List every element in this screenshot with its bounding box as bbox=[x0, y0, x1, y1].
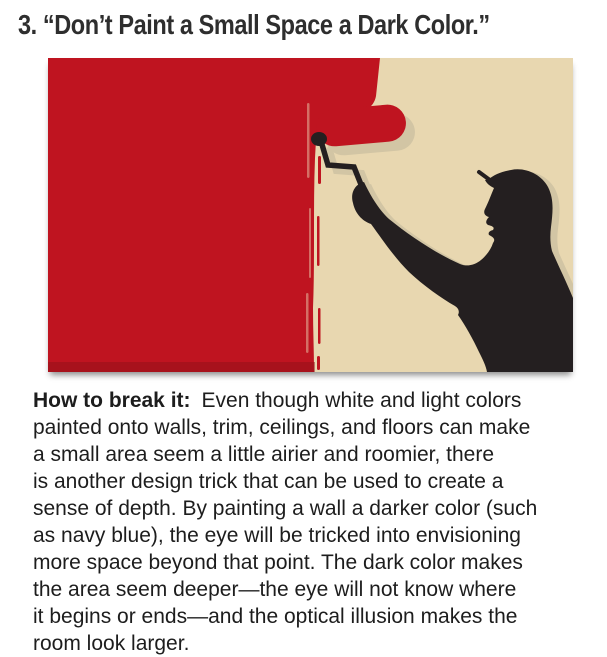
body-line: is another design trick that can be used to create a bbox=[33, 470, 504, 493]
body-line-text: Even though white and light colors bbox=[201, 389, 522, 412]
body-line: room look larger. bbox=[33, 632, 190, 655]
body-paragraph bbox=[33, 387, 593, 657]
body-line: more space beyond that point. The dark color makes bbox=[33, 551, 523, 574]
body-line: it begins or ends—and the optical illusion makes the bbox=[33, 605, 518, 628]
body-line: a small area seem a little airier and roomier, there bbox=[33, 443, 495, 466]
body-line: sense of depth. By painting a wall a darker color (such bbox=[33, 497, 538, 520]
body-line: painted onto walls, trim, ceilings, and floors can make bbox=[33, 416, 531, 439]
lead-label: How to break it: bbox=[33, 389, 191, 412]
painter-illustration-svg bbox=[48, 58, 573, 372]
illustration bbox=[48, 58, 573, 372]
body-line: the area seem deeper—the eye will not know where bbox=[33, 578, 517, 601]
body-line bbox=[33, 387, 593, 414]
page-title: 3. “Don’t Paint a Small Space a Dark Color.” bbox=[18, 9, 490, 40]
body-line: as navy blue), the eye will be tricked into envisioning bbox=[33, 524, 521, 547]
paint-bottom-edge bbox=[48, 362, 315, 372]
